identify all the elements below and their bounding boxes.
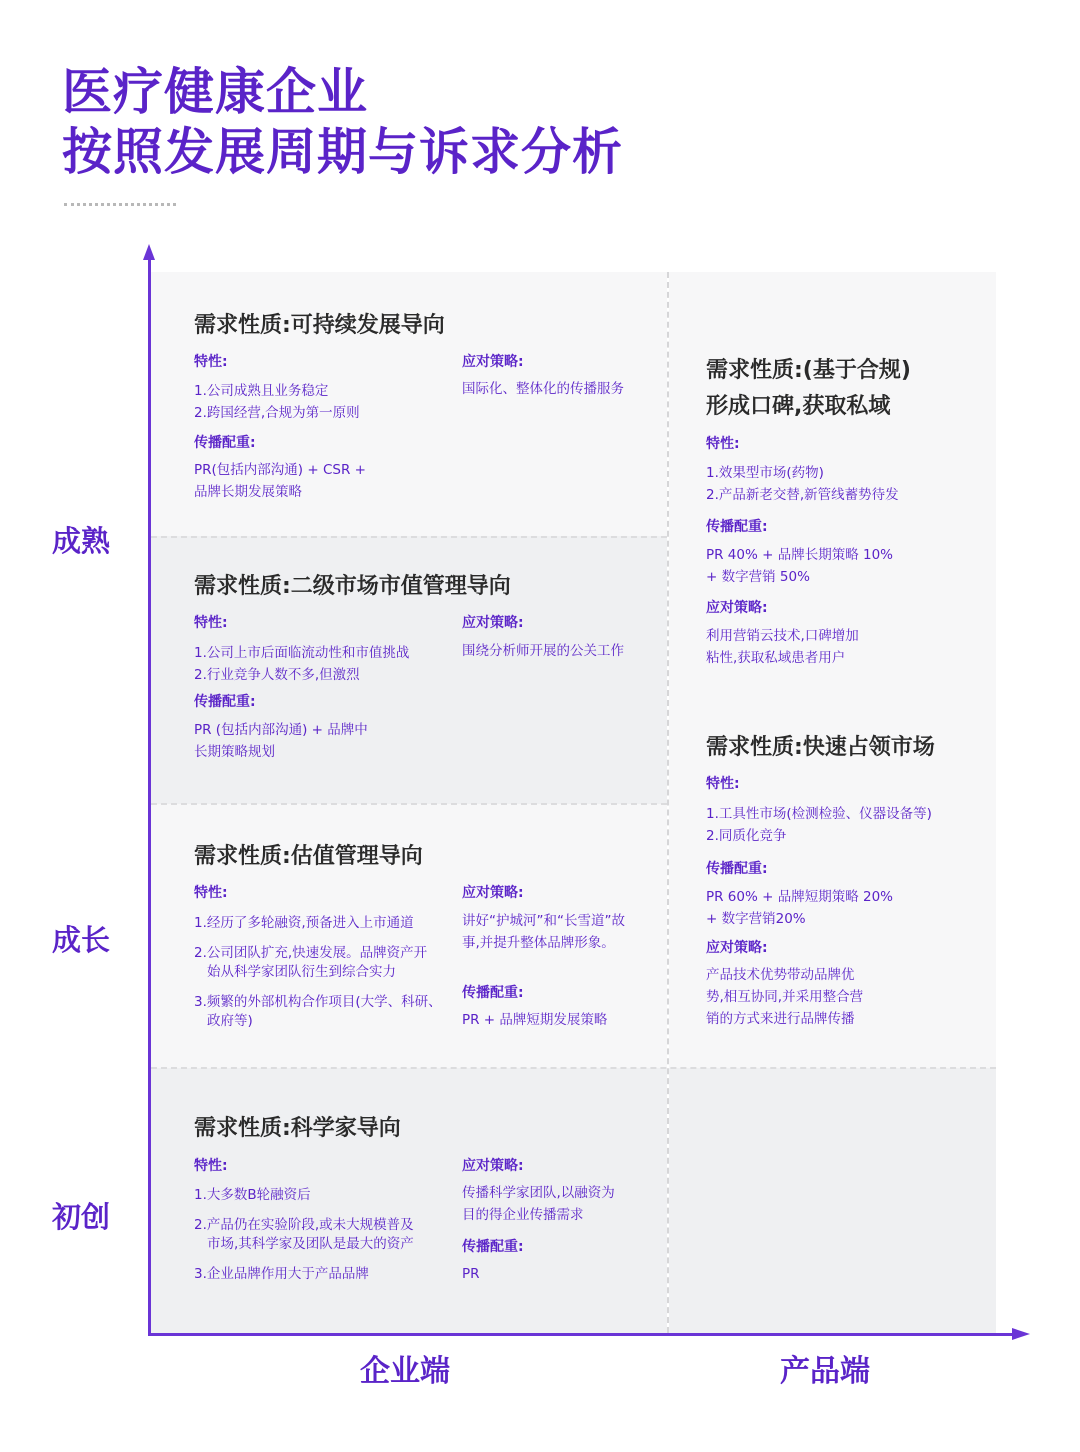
trait-item: 1.工具性市场(检测检验、仪器设备等) (706, 806, 932, 822)
cell-sustainable-strategy (462, 378, 624, 400)
title-line-1: 医疗健康企业 (62, 63, 368, 121)
cell-scientist-heading: 需求性质:科学家导向 (194, 1116, 401, 1141)
cell-fast-market-mix (706, 886, 893, 930)
cell-wom-mix-label: 传播配重: (706, 519, 768, 535)
cell-wom-heading-2: 形成口碑,获取私域 (706, 394, 891, 419)
strategy-line: 产品技术优势带动品牌优 (706, 967, 855, 983)
cell-wom-heading-1: 需求性质:(基于合规) (706, 358, 911, 383)
cell-fast-market-traits (706, 803, 932, 847)
strategy-line: 事,并提升整体品牌形象。 (462, 935, 615, 951)
cell-valuation-strategy (462, 910, 625, 954)
strategy-line: 国际化、整体化的传播服务 (462, 381, 624, 397)
x-label-product: 产品端 (780, 1354, 870, 1389)
x-axis-arrow-icon (1012, 1328, 1030, 1340)
cell-sustainable-strategy-label: 应对策略: (462, 354, 524, 370)
cell-scientist-mix (462, 1263, 480, 1285)
strategy-line: 目的得企业传播需求 (462, 1207, 584, 1223)
cell-wom-strategy (706, 625, 859, 669)
mix-line: PR 60% + 品牌短期策略 20% (706, 889, 894, 905)
cell-scientist-mix-label: 传播配重: (462, 1239, 524, 1255)
trait-item: 2.行业竞争人数不多,但激烈 (194, 667, 360, 683)
trait-item: 2.产品仍在实验阶段,或未大规模普及 (194, 1217, 414, 1233)
cell-market-value-mix-label: 传播配重: (194, 694, 256, 710)
trait-item-cont: 始从科学家团队衍生到综合实力 (207, 964, 396, 980)
x-label-enterprise: 企业端 (360, 1354, 450, 1389)
y-axis (148, 258, 151, 1336)
cell-sustainable-mix (194, 459, 366, 503)
mix-line: 长期策略规划 (194, 744, 275, 760)
stage-label-startup: 初创 (52, 1200, 111, 1234)
cell-market-value-strategy (462, 640, 624, 662)
divider-2 (151, 803, 667, 805)
cell-sustainable-mix-label: 传播配重: (194, 435, 256, 451)
strategy-line: 粘性,获取私域患者用户 (706, 650, 846, 666)
dotted-divider (64, 203, 176, 206)
trait-item-cont: 市场,其科学家及团队是最大的资产 (207, 1236, 414, 1252)
cell-wom-strategy-label: 应对策略: (706, 600, 768, 616)
quadrant-divider-vertical (667, 272, 669, 1333)
cell-market-value-traits (194, 642, 409, 686)
mix-line: + 数字营销20% (706, 911, 806, 927)
strategy-line: 讲好“护城河”和“长雪道”故 (462, 913, 625, 929)
cell-market-value-heading: 需求性质:二级市场市值管理导向 (194, 574, 511, 599)
mix-line: PR + 品牌短期发展策略 (462, 1012, 608, 1028)
trait-item: 3.企业品牌作用大于产品品牌 (194, 1266, 369, 1282)
panel-product-empty (669, 1068, 996, 1333)
trait-item-cont: 政府等) (207, 1013, 253, 1029)
x-axis (148, 1333, 1016, 1336)
mix-line: PR 40% + 品牌长期策略 10% (706, 547, 894, 563)
mix-line: PR (462, 1266, 480, 1282)
cell-scientist-traits (194, 1184, 414, 1285)
cell-market-value-strategy-label: 应对策略: (462, 615, 524, 631)
trait-item: 1.大多数B轮融资后 (194, 1187, 311, 1203)
cell-fast-market-heading: 需求性质:快速占领市场 (706, 735, 935, 760)
y-axis-arrow-icon (143, 244, 155, 260)
cell-wom-traits (706, 462, 899, 506)
cell-scientist-traits-label: 特性: (194, 1158, 228, 1174)
cell-valuation-traits-label: 特性: (194, 885, 228, 901)
trait-item: 1.效果型市场(药物) (706, 465, 824, 481)
divider-1 (151, 536, 667, 538)
strategy-line: 势,相互协同,并采用整合营 (706, 989, 864, 1005)
cell-fast-market-traits-label: 特性: (706, 776, 740, 792)
strategy-line: 销的方式来进行品牌传播 (706, 1011, 855, 1027)
trait-item: 2.同质化竞争 (706, 828, 787, 844)
cell-wom-traits-label: 特性: (706, 436, 740, 452)
cell-fast-market-strategy-label: 应对策略: (706, 940, 768, 956)
strategy-line: 利用营销云技术,口碑增加 (706, 628, 859, 644)
cell-valuation-heading: 需求性质:估值管理导向 (194, 844, 423, 869)
cell-wom-mix (706, 544, 893, 588)
cell-sustainable-traits (194, 380, 360, 424)
cell-fast-market-mix-label: 传播配重: (706, 861, 768, 877)
strategy-line: 传播科学家团队,以融资为 (462, 1185, 615, 1201)
cell-scientist-strategy-label: 应对策略: (462, 1158, 524, 1174)
cell-sustainable-traits-label: 特性: (194, 354, 228, 370)
cell-sustainable-heading: 需求性质:可持续发展导向 (194, 313, 445, 338)
cell-valuation-mix (462, 1009, 607, 1031)
mix-line: PR(包括内部沟通) + CSR + (194, 462, 366, 478)
trait-item: 1.经历了多轮融资,预备进入上市通道 (194, 915, 414, 931)
stage-label-mature: 成熟 (52, 524, 111, 558)
stage-label-growth: 成长 (52, 923, 111, 957)
cell-market-value-traits-label: 特性: (194, 615, 228, 631)
trait-item: 1.公司上市后面临流动性和市值挑战 (194, 645, 410, 661)
strategy-line: 围绕分析师开展的公关工作 (462, 643, 624, 659)
title-line-2: 按照发展周期与诉求分析 (62, 123, 623, 181)
trait-item: 2.跨国经营,合规为第一原则 (194, 405, 360, 421)
trait-item: 2.产品新老交替,新管线蓄势待发 (706, 487, 899, 503)
cell-scientist-strategy (462, 1182, 615, 1226)
page-title (62, 62, 623, 182)
cell-valuation-traits (194, 912, 442, 1032)
trait-item: 3.频繁的外部机构合作项目(大学、科研、 (194, 994, 442, 1010)
mix-line: 品牌长期发展策略 (194, 484, 302, 500)
trait-item: 1.公司成熟且业务稳定 (194, 383, 329, 399)
cell-valuation-mix-label: 传播配重: (462, 985, 524, 1001)
mix-line: PR (包括内部沟通) + 品牌中 (194, 722, 368, 738)
cell-valuation-strategy-label: 应对策略: (462, 885, 524, 901)
trait-item: 2.公司团队扩充,快速发展。品牌资产开 (194, 945, 428, 961)
divider-3 (151, 1067, 996, 1069)
cell-fast-market-strategy (706, 964, 863, 1030)
cell-market-value-mix (194, 719, 368, 763)
mix-line: + 数字营销 50% (706, 569, 810, 585)
